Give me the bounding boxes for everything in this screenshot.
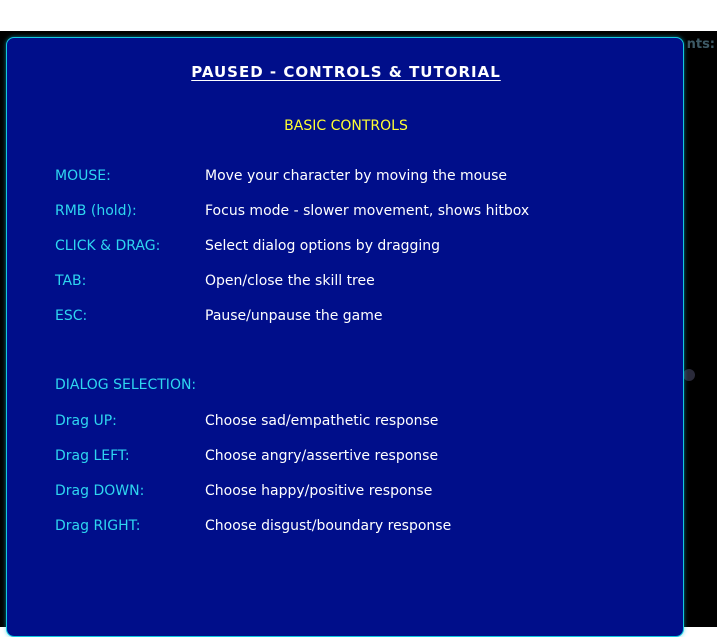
control-description: Open/close the skill tree	[205, 273, 375, 289]
hud-points-label: nts:	[686, 37, 715, 52]
control-key: ESC:	[55, 308, 88, 324]
control-key: RMB (hold):	[55, 203, 137, 219]
control-description: Choose disgust/boundary response	[205, 518, 452, 534]
pause-menu-title: PAUSED - CONTROLS & TUTORIAL	[191, 63, 501, 81]
control-description: Focus mode - slower movement, shows hitbox	[205, 203, 530, 219]
control-description: Pause/unpause the game	[205, 308, 383, 324]
control-description: Choose sad/empathetic response	[205, 413, 439, 429]
control-description: Select dialog options by dragging	[205, 238, 441, 254]
background-particle	[683, 369, 695, 381]
control-key: Drag DOWN:	[55, 483, 145, 499]
control-key: MOUSE:	[55, 168, 111, 184]
dialog-selection-heading: DIALOG SELECTION:	[55, 377, 197, 393]
control-key: Drag UP:	[55, 413, 117, 429]
control-description: Choose happy/positive response	[205, 483, 433, 499]
control-key: TAB:	[55, 273, 87, 289]
pause-menu-panel	[6, 37, 684, 637]
control-key: Drag RIGHT:	[55, 518, 141, 534]
control-key: CLICK & DRAG:	[55, 238, 161, 254]
control-key: Drag LEFT:	[55, 448, 130, 464]
control-description: Move your character by moving the mouse	[205, 168, 508, 184]
basic-controls-heading: BASIC CONTROLS	[284, 118, 408, 134]
control-description: Choose angry/assertive response	[205, 448, 439, 464]
